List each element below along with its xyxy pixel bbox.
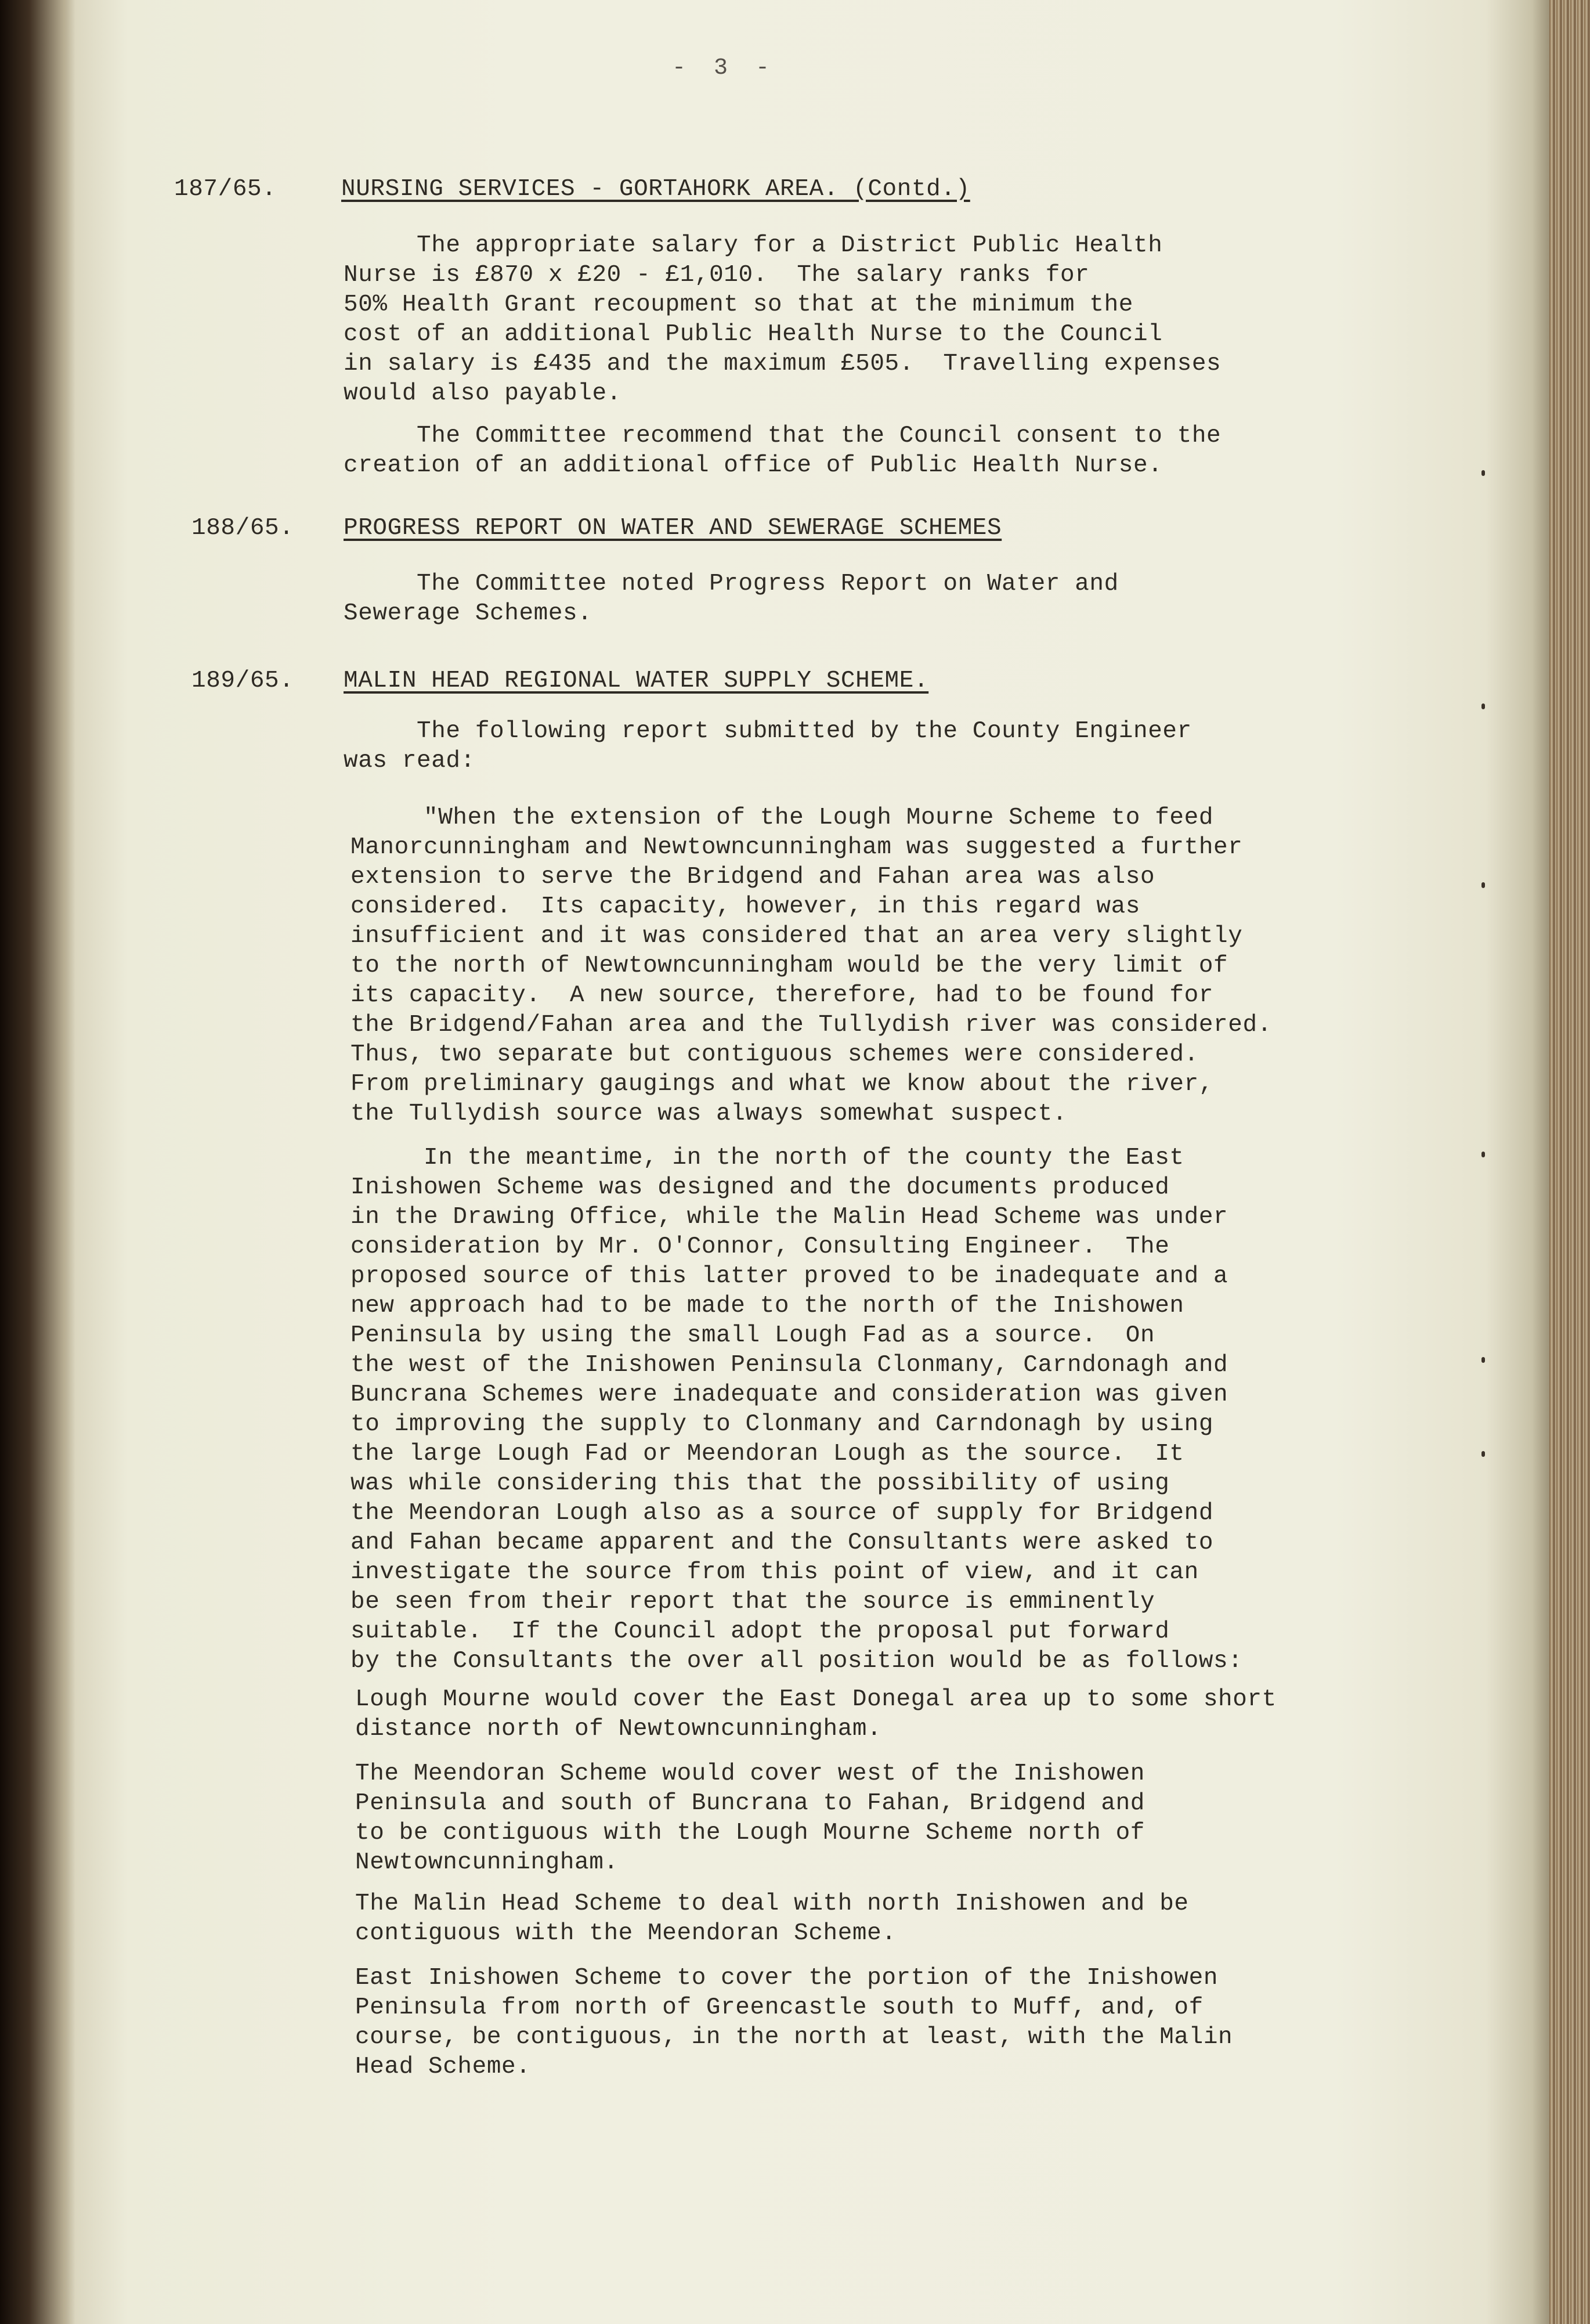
paragraph: Lough Mourne would cover the East Donegal area up to some short distance north of Newtowncunningham. bbox=[355, 1686, 1277, 1742]
paragraph: The Malin Head Scheme to deal with north Inishowen and be contiguous with the Meendoran Scheme. bbox=[355, 1890, 1189, 1947]
section-heading: PROGRESS REPORT ON WATER AND SEWERAGE SCHEMES bbox=[344, 515, 1002, 542]
paragraph: In the meantime, in the north of the county the East Inishowen Scheme was designed and the documents produced in the Drawing Office, while the Malin Head Scheme was under consideration by Mr. O'Connor, Consulting Engineer. The proposed source of this latter proved to be inadequate and a new approach had to be made to the north of the Inishowen Peninsula by using the small Lough Fad as a source. On the west of the Inishowen Peninsula Clonmany, Carndonagh and Buncrana Schemes were inadequate and consideration was given to improving the supply to Clonmany and Carndonagh by using the large Lough Fad or Meendoran Lough as the source. It was while considering this that the possibility of using the Meendoran Lough also as a source of supply for Bridgend and Fahan became apparent and the Consultants were asked to investigate the source from this point of view, and it can be seen from their report that the source is emminently suitable. If the Council adopt the proposal put forward by the Consultants the over all position would be as follows: bbox=[350, 1145, 1243, 1675]
section-heading: NURSING SERVICES - GORTAHORK AREA. (Contd.) bbox=[341, 176, 970, 203]
margin-speck bbox=[1481, 1357, 1485, 1363]
margin-speck bbox=[1481, 470, 1485, 476]
section-heading: MALIN HEAD REGIONAL WATER SUPPLY SCHEME. bbox=[344, 667, 929, 694]
paragraph: East Inishowen Scheme to cover the portion of the Inishowen Peninsula from north of Greencastle south to Muff, and, of course, be contiguous, in the north at least, with the Malin Head Scheme. bbox=[355, 1965, 1233, 2080]
paragraph: "When the extension of the Lough Mourne Scheme to feed Manorcunningham and Newtowncunningham was suggested a further extension to serve the Bridgend and Fahan area was also considered. Its capacity, however, in this regard was insufficient and it was considered that an area very slightly to the north of Newtowncunningham would be the very limit of its capacity. A new source, therefore, had to be found for the Bridgend/Fahan area and the Tullydish river was considered. Thus, two separate but contiguous schemes were considered. From preliminary gaugings and what we know about the river, the Tullydish source was always somewhat suspect. bbox=[350, 804, 1272, 1127]
paragraph: The Committee recommend that the Council consent to the creation of an additional office of Public Health Nurse. bbox=[344, 423, 1222, 479]
margin-speck bbox=[1481, 882, 1485, 888]
margin-speck bbox=[1481, 1152, 1485, 1157]
paragraph: The following report submitted by the County Engineer was read: bbox=[344, 718, 1192, 774]
margin-speck bbox=[1481, 703, 1485, 709]
margin-speck bbox=[1481, 1451, 1485, 1457]
minute-number: 187/65. bbox=[174, 176, 277, 203]
minute-number: 189/65. bbox=[191, 667, 294, 694]
paragraph: The appropriate salary for a District Public Health Nurse is £870 x £20 - £1,010. The salary ranks for 50% Health Grant recoupment so that at the minimum the cost of an additional Public Health Nurse to the Council in salary is £435 and the maximum £505. Travelling expenses would also payable. bbox=[344, 232, 1222, 407]
page-edges bbox=[1549, 0, 1590, 2324]
page-number: - 3 - bbox=[672, 55, 770, 81]
paragraph: The Meendoran Scheme would cover west of the Inishowen Peninsula and south of Buncrana to Fahan, Bridgend and to be contiguous with the Lough Mourne Scheme north of Newtowncunningham. bbox=[355, 1760, 1145, 1876]
paragraph: The Committee noted Progress Report on Water and Sewerage Schemes. bbox=[344, 571, 1119, 627]
book-gutter bbox=[0, 0, 75, 2324]
minute-number: 188/65. bbox=[191, 515, 294, 542]
